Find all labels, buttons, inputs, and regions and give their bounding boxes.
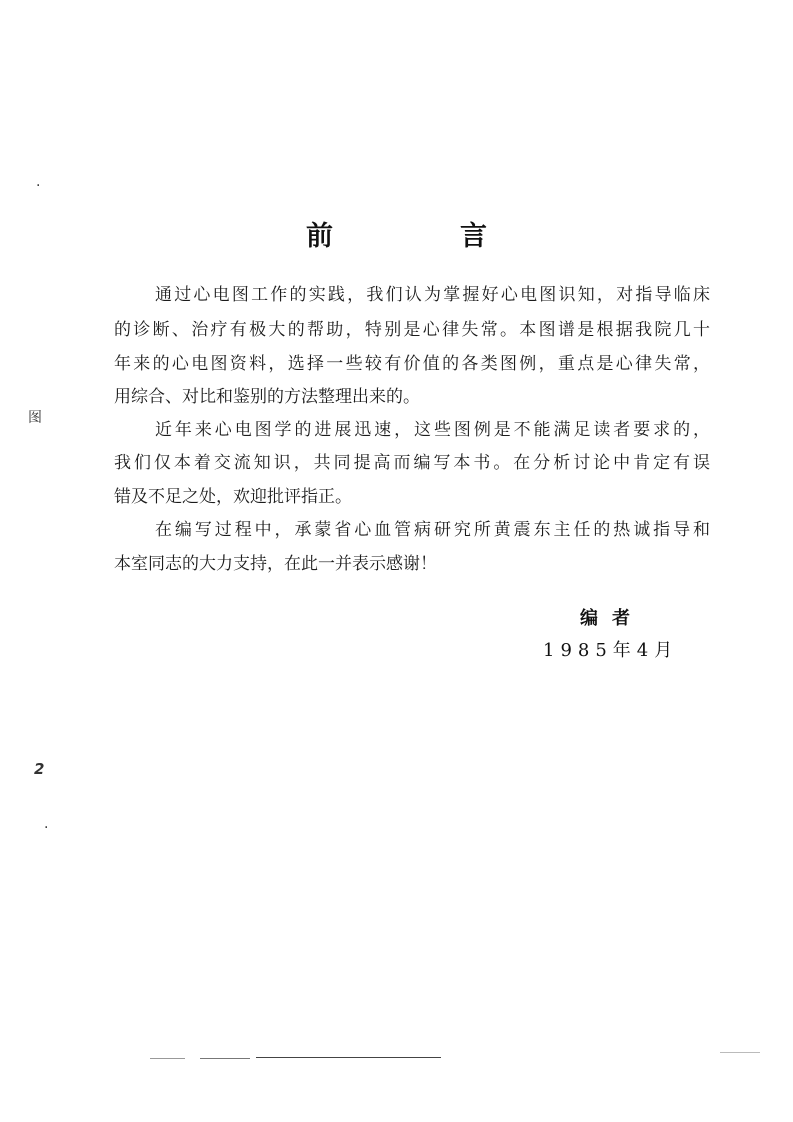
paragraph-1-line-1: 通过心电图工作的实践，我们认为掌握好心电图识知，对指导临床 xyxy=(155,285,710,305)
paragraph-1-line-2: 的诊断、治疗有极大的帮助，特别是心律失常。本图谱是根据我院几十 xyxy=(114,320,710,340)
paragraph-3-line-2: 本室同志的大力支持，在此一并表示感谢！ xyxy=(114,554,437,574)
margin-char: 图 xyxy=(28,410,42,426)
paragraph-1-line-4: 用综合、对比和鉴别的方法整理出来的。 xyxy=(114,387,420,407)
scan-rule-3 xyxy=(256,1057,441,1058)
paragraph-2-line-3: 错及不足之处，欢迎批评指正。 xyxy=(114,487,352,507)
scan-rule-2 xyxy=(200,1058,250,1059)
scan-rule-1 xyxy=(150,1058,185,1059)
margin-dot-top: · xyxy=(36,178,41,194)
publication-date: 1985年4月 xyxy=(543,640,679,661)
paragraph-2-line-2: 我们仅本着交流知识，共同提高而编写本书。在分析讨论中肯定有误 xyxy=(114,453,710,473)
paragraph-2-line-1: 近年来心电图学的进展迅速，这些图例是不能满足读者要求的， xyxy=(155,420,710,440)
paragraph-1-line-3: 年来的心电图资料，选择一些较有价值的各类图例，重点是心律失常， xyxy=(114,354,710,374)
paragraph-3-line-1: 在编写过程中，承蒙省心血管病研究所黄震东主任的热诚指导和 xyxy=(155,520,710,540)
margin-number: 2 xyxy=(34,760,45,778)
page-title: 前 言 xyxy=(306,221,537,252)
author-signature: 编者 xyxy=(580,608,644,629)
scan-rule-4 xyxy=(720,1052,760,1053)
margin-dot-bottom: · xyxy=(44,820,49,836)
